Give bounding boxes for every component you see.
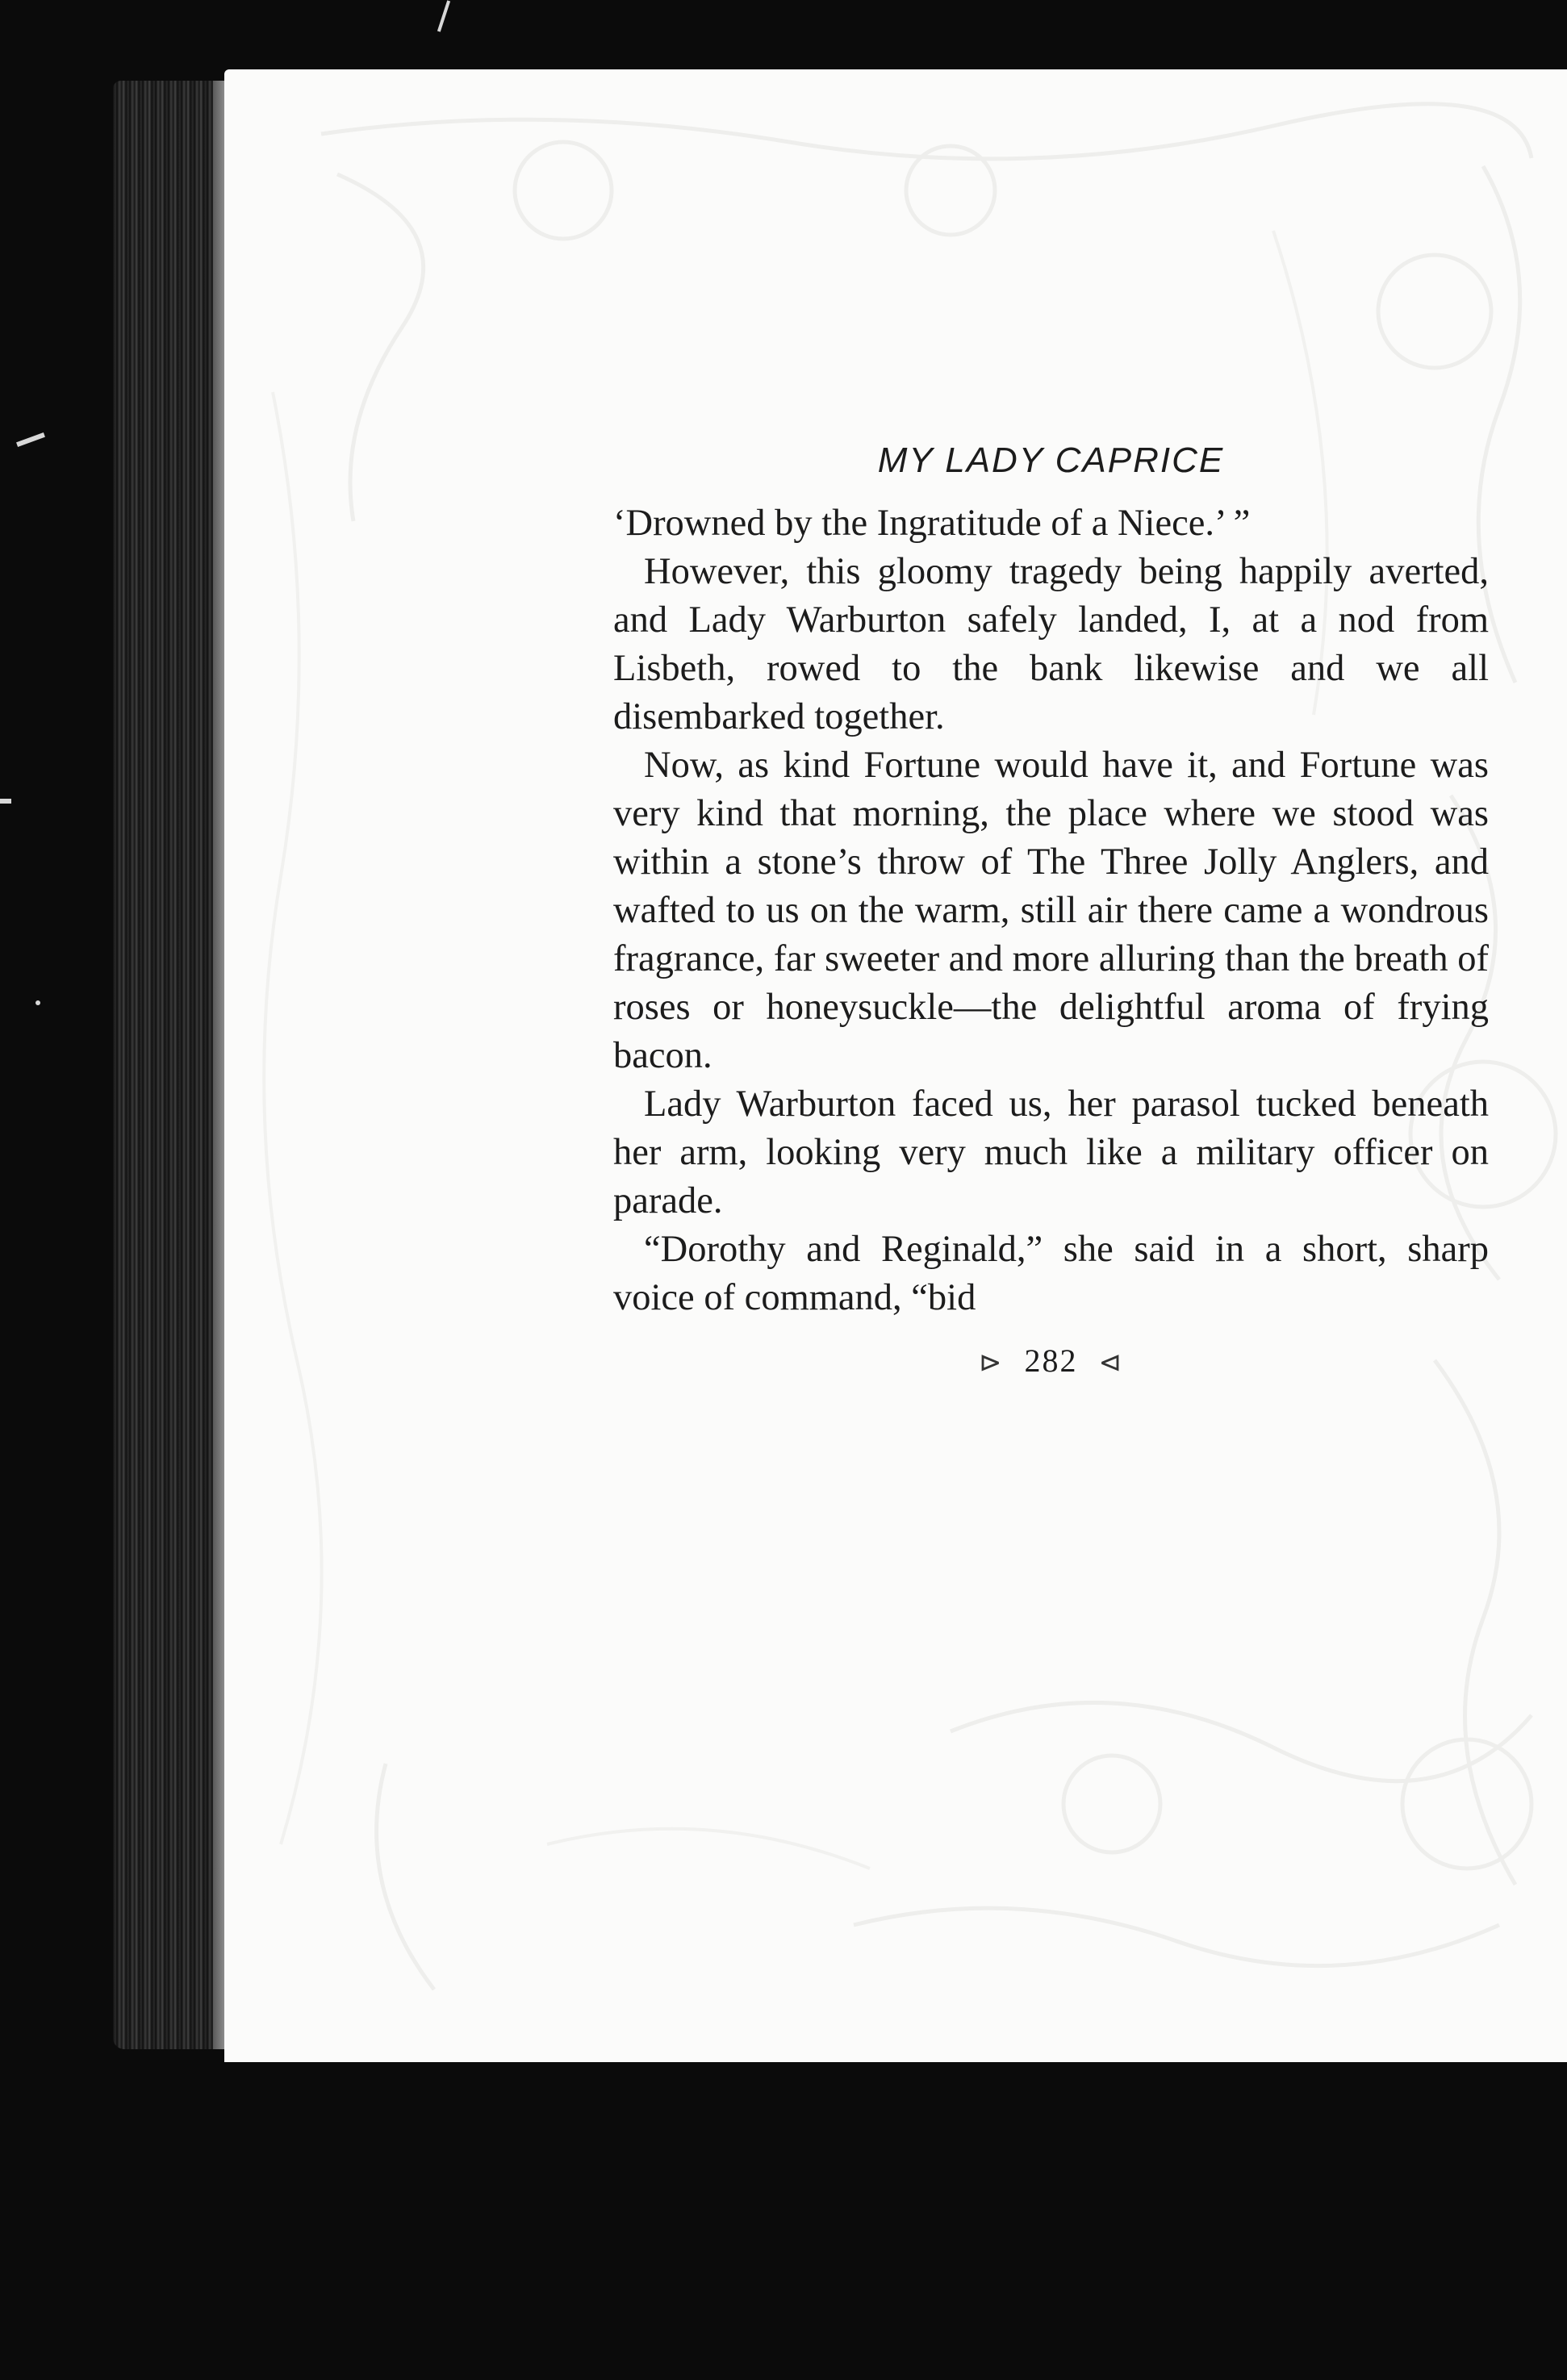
folio-ornament-left-icon: ⊳ <box>979 1348 1004 1378</box>
running-head: MY LADY CAPRICE <box>877 441 1225 480</box>
page <box>224 69 1567 2062</box>
paragraph: Lady Warburton faced us, her parasol tucked beneath her arm, looking very much like a military officer on parade. <box>613 1084 1489 1221</box>
paragraph: However, this gloomy tragedy being happily averted, and Lady Warburton safely landed, I, at a nod from Lisbeth, rowed to the bank likewise and we all disembarked together. <box>613 551 1489 737</box>
paragraph: Now, as kind Fortune would have it, and Fortune was very kind that morning, the place where we stood was within a stone’s throw of The Three Jolly Anglers, and wafted to us on the warm, still air there came a wondrous fragrance, far sweeter and more alluring than the breath of roses or honeysuckle—the delightful aroma of frying bacon. <box>613 745 1489 1076</box>
page-number-folio <box>613 1342 1489 1380</box>
scan-speck <box>16 432 45 447</box>
paragraph: ‘Drowned by the Ingratitude of a Niece.’ ” <box>613 503 1251 544</box>
scan-speck <box>437 0 450 31</box>
book-page-edges <box>113 81 242 2049</box>
paragraph: “Dorothy and Reginald,” she said in a short, sharp voice of command, “bid <box>613 1229 1489 1318</box>
page-number: 282 <box>1024 1342 1078 1379</box>
folio-ornament-right-icon: ⊲ <box>1098 1348 1123 1378</box>
scan-speck <box>36 1000 40 1005</box>
scan-speck <box>0 799 11 804</box>
page-text-block <box>613 436 1489 1380</box>
